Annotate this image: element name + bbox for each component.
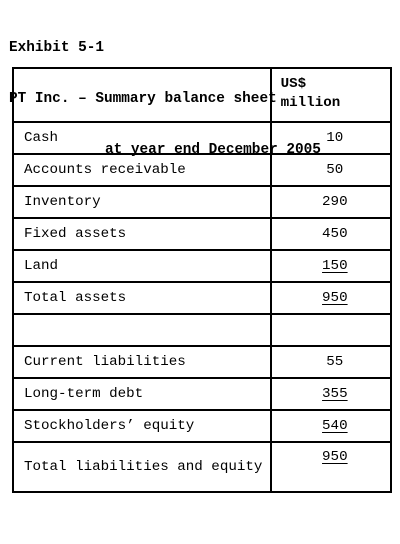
row-value: 50 — [326, 161, 344, 178]
row-value: 10 — [326, 129, 344, 146]
row-value-subtotal: 150 — [322, 257, 348, 274]
exhibit-date: at year end December 2005 — [105, 142, 321, 158]
currency-header-cell — [271, 68, 391, 122]
table-row-spacer — [13, 314, 391, 346]
table-row — [13, 186, 391, 218]
currency-unit: US$ — [280, 76, 307, 92]
row-value-total: 950 — [322, 449, 348, 465]
table-row — [13, 442, 391, 492]
table-row — [13, 122, 391, 154]
row-value: 290 — [322, 193, 348, 210]
row-label: Fixed assets — [13, 218, 271, 250]
table-row — [13, 346, 391, 378]
row-value-subtotal: 540 — [322, 417, 348, 434]
row-value-total: 950 — [322, 289, 348, 306]
balance-sheet-table — [12, 67, 392, 493]
table-row — [13, 154, 391, 186]
row-label: Total liabilities and equity — [13, 442, 271, 492]
row-label: Stockholders’ equity — [13, 410, 271, 442]
row-label: Cash — [13, 122, 271, 154]
row-label: Inventory — [13, 186, 271, 218]
table-row — [13, 282, 391, 314]
table-row — [13, 410, 391, 442]
table-row — [13, 378, 391, 410]
row-value-subtotal: 355 — [322, 385, 348, 402]
row-value: 55 — [326, 353, 344, 370]
exhibit-number: Exhibit 5-1 — [9, 40, 104, 56]
exhibit-title: PT Inc. – Summary balance sheet — [9, 91, 277, 107]
row-value: 450 — [322, 225, 348, 242]
row-label — [13, 314, 271, 346]
row-label: Total assets — [13, 282, 271, 314]
table-row — [13, 218, 391, 250]
table-row — [13, 250, 391, 282]
row-label: Land — [13, 250, 271, 282]
currency-scale: million — [280, 95, 341, 111]
row-label: Current liabilities — [13, 346, 271, 378]
header-label-cell — [13, 68, 271, 122]
row-label: Long-term debt — [13, 378, 271, 410]
row-label: Accounts receivable — [13, 154, 271, 186]
table-header-row — [13, 68, 391, 122]
